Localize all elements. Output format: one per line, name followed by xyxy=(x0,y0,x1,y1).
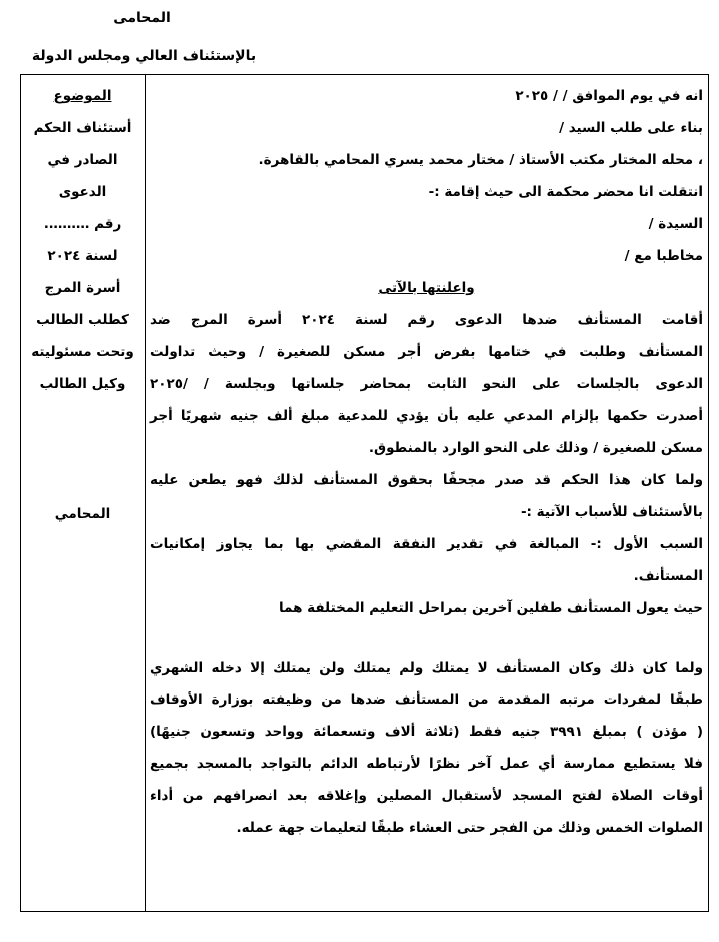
addressee-line: السيدة / xyxy=(648,216,703,232)
announce-heading xyxy=(150,272,703,304)
side-line: كطلب الطالب xyxy=(36,312,129,328)
paragraph-line: الدعوى بالجلسات على النحو الثابت بمحاضر جلساتها وبجلسة / /٢٠٢٥ xyxy=(150,376,703,392)
side-line: لسنة ٢٠٢٤ xyxy=(47,248,118,264)
column-divider xyxy=(145,74,146,912)
reason-line: السبب الأول :- المبالغة في تقدير النفقة المقضي بها بما يجاوز إمكانيات xyxy=(150,536,703,552)
side-column xyxy=(22,80,143,522)
paragraph-line: ولما كان ذلك وكان المستأنف لا يمتلك ولم يمتلك ولن يمتلك إلا دخله الشهري xyxy=(150,660,703,676)
children-line: حيث يعول المستأنف طفلين آخرين بمراحل التعليم المختلفة هما xyxy=(278,600,703,616)
requester-line: بناء على طلب السيد / xyxy=(559,120,703,136)
side-line: رقم ………. xyxy=(43,216,122,232)
paragraph-line: فلا يستطيع ممارسة أي عمل آخر نظرًا لأرتباطه الدائم بالتواجد بالمسجد بجميع xyxy=(150,756,703,772)
side-line: الصادر في xyxy=(47,152,118,168)
side-line: وتحت مسئوليته xyxy=(31,344,134,360)
court-line: بالإستئناف العالي ومجلس الدولة xyxy=(31,48,257,64)
paragraph-line: طبقًا لمفردات مرتبه المقدمة من المستأنف ضدها من وظيفته بوزارة الأوقاف xyxy=(150,692,703,708)
lawyer-title: المحامى xyxy=(113,10,171,26)
announce-heading-text: واعلنتها بالآتى xyxy=(378,280,475,296)
paragraph-line: بالأستئناف للأسباب الآتية :- xyxy=(520,504,703,520)
paragraph-line: ( مؤذن ) بمبلغ ٣٩٩١ جنيه فقط (ثلاثة ألاف وتسعمائة وواحد وتسعون جنيهًا) xyxy=(150,724,703,740)
office-line: ، محله المختار مكتب الأستاذ / مختار محمد يسري المحامي بالقاهرة. xyxy=(258,152,703,168)
paragraph-line: أوقات الصلاة لفتح المسجد لأستقبال المصلين وإغلاقه بعد انصرافهم من أداء xyxy=(150,788,703,804)
paragraph-line: أقامت المستأنف ضدها الدعوى رقم لسنة ٢٠٢٤ أسرة المرج ضد xyxy=(150,312,703,328)
paragraph-line: ولما كان هذا الحكم قد صدر مجحفًا بحقوق المستأنف لذلك فهو يطعن عليه xyxy=(150,472,703,488)
reason-line: المستأنف. xyxy=(633,568,703,584)
bailiff-line: انتقلت انا محضر محكمة الى حيث إقامة :- xyxy=(428,184,703,200)
side-line: أستئناف الحكم xyxy=(33,120,132,136)
received-by-line: مخاطبا مع / xyxy=(624,248,703,264)
side-line: الدعوى xyxy=(58,184,107,200)
paragraph-line: مسكن للصغيرة / وذلك على النحو الوارد بالمنطوق. xyxy=(368,440,703,456)
paragraph-line: أصدرت حكمها بإلزام المدعي عليه بأن يؤدي للمدعية مبلغ ألف جنيه شهريًا أجر xyxy=(150,408,703,424)
paragraph-line: المستأنف وطلبت في ختامها بفرض أجر مسكن للصغيرة / وحيث تداولت xyxy=(150,344,703,360)
main-body xyxy=(150,80,703,844)
date-line: انه في يوم الموافق / / ٢٠٢٥ xyxy=(515,88,703,104)
paragraph-line: الصلوات الخمس وذلك من الفجر حتى العشاء طبقًا لتعليمات جهة عمله. xyxy=(236,820,703,836)
side-lawyer-label: المحامي xyxy=(54,506,111,522)
side-line: أسرة المرج xyxy=(44,280,121,296)
paragraph-gap xyxy=(150,624,703,652)
side-line: وكيل الطالب xyxy=(39,376,126,392)
subject-label: الموضوع xyxy=(53,88,112,104)
